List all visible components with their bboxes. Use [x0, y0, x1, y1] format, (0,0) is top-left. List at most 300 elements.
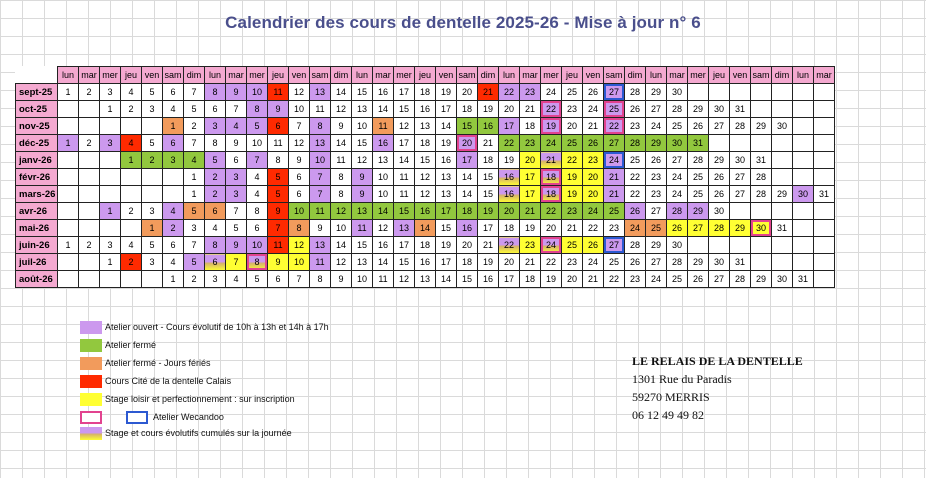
- day-header: mer: [247, 67, 268, 84]
- day-cell: 7: [289, 271, 310, 288]
- empty-cell: [79, 254, 100, 271]
- day-cell: 9: [226, 135, 247, 152]
- day-cell: 6: [268, 118, 289, 135]
- day-cell: 10: [289, 101, 310, 118]
- empty-cell: [772, 135, 793, 152]
- day-cell: 1: [163, 118, 184, 135]
- empty-cell: [100, 186, 121, 203]
- day-cell: 13: [352, 203, 373, 220]
- day-cell: 19: [562, 186, 583, 203]
- empty-cell: [751, 203, 772, 220]
- day-header: ven: [436, 67, 457, 84]
- day-cell: 22: [541, 203, 562, 220]
- day-cell: 17: [457, 152, 478, 169]
- day-cell: 17: [436, 254, 457, 271]
- page-title: Calendrier des cours de dentelle 2025-26 - Mise à jour n° 6: [225, 13, 701, 32]
- day-cell: 28: [751, 169, 772, 186]
- day-cell: 24: [646, 271, 667, 288]
- day-cell: 2: [121, 254, 142, 271]
- empty-cell: [58, 101, 79, 118]
- legend-label: Atelier ouvert - Cours évolutif de 10h à 13h et 14h à 17h: [105, 322, 329, 332]
- day-cell: 26: [625, 101, 646, 118]
- day-cell: 4: [247, 169, 268, 186]
- day-header: dim: [331, 67, 352, 84]
- day-header: mar: [79, 67, 100, 84]
- day-cell: 21: [520, 203, 541, 220]
- day-cell: 27: [604, 84, 625, 101]
- month-row: [16, 101, 835, 118]
- empty-cell: [79, 271, 100, 288]
- day-cell: 29: [772, 186, 793, 203]
- day-cell: 15: [352, 237, 373, 254]
- day-header: ven: [289, 67, 310, 84]
- day-cell: 21: [478, 237, 499, 254]
- day-cell: 15: [394, 203, 415, 220]
- day-cell: 21: [520, 101, 541, 118]
- day-cell: 1: [100, 101, 121, 118]
- day-cell: 10: [331, 220, 352, 237]
- day-cell: 12: [373, 220, 394, 237]
- day-cell: 4: [121, 84, 142, 101]
- legend-label: Cours Cité de la dentelle Calais: [105, 376, 232, 386]
- day-header: ven: [583, 67, 604, 84]
- day-cell: 27: [646, 101, 667, 118]
- legend-item-atelier-ouvert: [80, 320, 440, 336]
- day-cell: 1: [58, 237, 79, 254]
- day-cell: 2: [79, 135, 100, 152]
- empty-cell: [79, 169, 100, 186]
- day-cell: 7: [226, 203, 247, 220]
- day-cell: 17: [436, 203, 457, 220]
- day-cell: 30: [667, 237, 688, 254]
- month-row: [16, 118, 835, 135]
- day-cell: 15: [352, 135, 373, 152]
- day-cell: 10: [352, 271, 373, 288]
- day-cell: 16: [373, 84, 394, 101]
- day-cell: 27: [730, 186, 751, 203]
- day-cell: 13: [310, 84, 331, 101]
- day-cell: 29: [751, 118, 772, 135]
- day-cell: 20: [457, 237, 478, 254]
- month-row: [16, 186, 835, 203]
- day-cell: 16: [415, 254, 436, 271]
- empty-cell: [814, 84, 835, 101]
- day-cell: 26: [583, 237, 604, 254]
- empty-cell: [772, 101, 793, 118]
- day-cell: 25: [604, 203, 625, 220]
- contact-street: 1301 Rue du Paradis: [632, 372, 732, 386]
- day-cell: 16: [373, 135, 394, 152]
- day-cell: 29: [709, 152, 730, 169]
- day-cell: 27: [604, 135, 625, 152]
- day-cell: 15: [394, 101, 415, 118]
- day-cell: 6: [289, 186, 310, 203]
- day-cell: 12: [415, 169, 436, 186]
- empty-cell: [58, 169, 79, 186]
- day-cell: 5: [184, 203, 205, 220]
- day-cell: 19: [541, 118, 562, 135]
- day-cell: 12: [289, 84, 310, 101]
- day-cell: 9: [289, 152, 310, 169]
- day-cell: 18: [499, 220, 520, 237]
- empty-cell: [730, 237, 751, 254]
- empty-cell: [814, 271, 835, 288]
- day-cell: 19: [562, 169, 583, 186]
- empty-cell: [58, 118, 79, 135]
- day-cell: 30: [709, 203, 730, 220]
- day-cell: 20: [499, 101, 520, 118]
- day-cell: 29: [751, 271, 772, 288]
- day-cell: 28: [709, 220, 730, 237]
- day-cell: 11: [394, 169, 415, 186]
- day-header: lun: [352, 67, 373, 84]
- day-cell: 7: [310, 186, 331, 203]
- legend-swatch-green: [80, 339, 102, 352]
- day-cell: 28: [667, 254, 688, 271]
- day-cell: 11: [268, 135, 289, 152]
- day-cell: 18: [415, 135, 436, 152]
- day-cell: 30: [751, 220, 772, 237]
- day-cell: 5: [142, 135, 163, 152]
- legend-item-stage-loisir: [80, 392, 440, 408]
- day-cell: 18: [457, 203, 478, 220]
- day-cell: 24: [667, 186, 688, 203]
- empty-cell: [772, 84, 793, 101]
- day-cell: 29: [646, 84, 667, 101]
- empty-cell: [814, 118, 835, 135]
- day-cell: 2: [184, 118, 205, 135]
- day-cell: 20: [562, 271, 583, 288]
- empty-cell: [772, 169, 793, 186]
- day-cell: 27: [667, 152, 688, 169]
- day-cell: 24: [541, 135, 562, 152]
- day-cell: 18: [457, 101, 478, 118]
- day-cell: 17: [499, 118, 520, 135]
- day-cell: 8: [247, 203, 268, 220]
- legend-swatch-orange: [80, 357, 102, 370]
- day-cell: 14: [331, 237, 352, 254]
- day-cell: 22: [604, 118, 625, 135]
- empty-cell: [79, 152, 100, 169]
- day-cell: 13: [415, 118, 436, 135]
- day-cell: 4: [184, 152, 205, 169]
- day-cell: 17: [520, 186, 541, 203]
- day-cell: 4: [226, 118, 247, 135]
- day-cell: 27: [604, 237, 625, 254]
- day-cell: 14: [436, 118, 457, 135]
- day-cell: 15: [457, 271, 478, 288]
- legend-swatch-yellow: [80, 393, 102, 406]
- month-row: [16, 169, 835, 186]
- day-cell: 1: [163, 271, 184, 288]
- day-cell: 11: [310, 203, 331, 220]
- day-cell: 23: [646, 186, 667, 203]
- day-cell: 6: [226, 152, 247, 169]
- day-cell: 14: [373, 254, 394, 271]
- empty-cell: [814, 152, 835, 169]
- day-cell: 23: [562, 254, 583, 271]
- day-cell: 26: [667, 220, 688, 237]
- empty-cell: [100, 169, 121, 186]
- day-cell: 6: [163, 237, 184, 254]
- empty-cell: [100, 152, 121, 169]
- day-cell: 10: [247, 84, 268, 101]
- day-cell: 19: [541, 271, 562, 288]
- day-cell: 2: [142, 152, 163, 169]
- empty-cell: [814, 254, 835, 271]
- day-cell: 11: [352, 220, 373, 237]
- empty-cell: [121, 220, 142, 237]
- day-cell: 7: [184, 135, 205, 152]
- day-cell: 23: [646, 169, 667, 186]
- day-cell: 24: [625, 220, 646, 237]
- day-cell: 26: [646, 152, 667, 169]
- empty-cell: [793, 254, 814, 271]
- day-cell: 8: [247, 254, 268, 271]
- day-cell: 8: [331, 169, 352, 186]
- month-row: [16, 220, 835, 237]
- empty-cell: [709, 135, 730, 152]
- day-cell: 10: [289, 203, 310, 220]
- day-cell: 22: [562, 152, 583, 169]
- day-cell: 22: [499, 237, 520, 254]
- day-cell: 9: [352, 169, 373, 186]
- day-cell: 12: [289, 237, 310, 254]
- day-header: mar: [520, 67, 541, 84]
- month-label: févr-26: [16, 169, 58, 186]
- empty-cell: [121, 169, 142, 186]
- day-cell: 11: [268, 84, 289, 101]
- day-cell: 26: [625, 254, 646, 271]
- day-cell: 22: [625, 169, 646, 186]
- day-cell: 10: [373, 186, 394, 203]
- day-cell: 10: [310, 152, 331, 169]
- day-cell: 8: [310, 118, 331, 135]
- day-cell: 17: [394, 135, 415, 152]
- empty-cell: [793, 203, 814, 220]
- empty-cell: [688, 237, 709, 254]
- day-cell: 31: [793, 271, 814, 288]
- day-cell: 29: [646, 135, 667, 152]
- day-cell: 12: [331, 203, 352, 220]
- day-cell: 3: [100, 84, 121, 101]
- day-cell: 25: [604, 101, 625, 118]
- empty-cell: [814, 135, 835, 152]
- empty-cell: [79, 220, 100, 237]
- day-cell: 17: [478, 220, 499, 237]
- day-cell: 18: [415, 237, 436, 254]
- month-label: oct-25: [16, 101, 58, 118]
- day-header: lun: [793, 67, 814, 84]
- day-cell: 23: [562, 203, 583, 220]
- day-cell: 13: [310, 135, 331, 152]
- day-cell: 17: [520, 169, 541, 186]
- day-cell: 7: [268, 220, 289, 237]
- day-cell: 27: [646, 254, 667, 271]
- day-cell: 10: [373, 169, 394, 186]
- day-cell: 24: [583, 101, 604, 118]
- day-cell: 4: [226, 271, 247, 288]
- legend-swatch-purple: [80, 321, 102, 334]
- empty-cell: [79, 203, 100, 220]
- empty-cell: [730, 84, 751, 101]
- day-cell: 26: [709, 169, 730, 186]
- day-cell: 25: [646, 220, 667, 237]
- legend-item-atelier-ferme: [80, 338, 440, 354]
- day-cell: 16: [478, 271, 499, 288]
- empty-cell: [58, 271, 79, 288]
- day-cell: 31: [730, 254, 751, 271]
- empty-cell: [58, 254, 79, 271]
- header-corner: [16, 67, 58, 84]
- empty-cell: [772, 237, 793, 254]
- day-cell: 2: [184, 271, 205, 288]
- day-header: ven: [730, 67, 751, 84]
- day-cell: 22: [583, 220, 604, 237]
- day-cell: 2: [205, 186, 226, 203]
- day-cell: 5: [205, 152, 226, 169]
- day-cell: 16: [415, 101, 436, 118]
- day-cell: 21: [478, 84, 499, 101]
- day-cell: 16: [499, 186, 520, 203]
- empty-cell: [751, 135, 772, 152]
- day-cell: 17: [436, 101, 457, 118]
- month-label: mars-26: [16, 186, 58, 203]
- empty-cell: [100, 271, 121, 288]
- day-cell: 11: [394, 186, 415, 203]
- day-header: dim: [184, 67, 205, 84]
- day-cell: 14: [415, 220, 436, 237]
- empty-cell: [772, 152, 793, 169]
- day-cell: 24: [541, 84, 562, 101]
- day-cell: 4: [163, 101, 184, 118]
- day-cell: 15: [394, 254, 415, 271]
- day-cell: 5: [247, 118, 268, 135]
- day-cell: 20: [499, 203, 520, 220]
- day-cell: 1: [142, 220, 163, 237]
- day-cell: 13: [310, 237, 331, 254]
- day-cell: 29: [688, 254, 709, 271]
- day-cell: 24: [604, 152, 625, 169]
- day-cell: 1: [100, 203, 121, 220]
- day-cell: 9: [268, 203, 289, 220]
- month-row: [16, 203, 835, 220]
- day-cell: 9: [268, 101, 289, 118]
- empty-cell: [814, 237, 835, 254]
- month-label: avr-26: [16, 203, 58, 220]
- empty-cell: [730, 203, 751, 220]
- day-cell: 3: [142, 254, 163, 271]
- day-cell: 28: [730, 271, 751, 288]
- day-header: lun: [499, 67, 520, 84]
- day-cell: 10: [289, 254, 310, 271]
- day-cell: 23: [583, 152, 604, 169]
- day-cell: 3: [205, 118, 226, 135]
- day-cell: 21: [541, 152, 562, 169]
- day-header: sam: [457, 67, 478, 84]
- day-cell: 22: [499, 135, 520, 152]
- day-cell: 14: [331, 84, 352, 101]
- day-cell: 5: [184, 254, 205, 271]
- day-cell: 23: [520, 135, 541, 152]
- day-cell: 18: [478, 152, 499, 169]
- day-cell: 20: [541, 220, 562, 237]
- day-cell: 30: [667, 84, 688, 101]
- empty-cell: [100, 118, 121, 135]
- day-header-row: [16, 67, 835, 84]
- day-cell: 15: [457, 118, 478, 135]
- day-cell: 8: [205, 84, 226, 101]
- day-cell: 19: [499, 152, 520, 169]
- day-cell: 24: [583, 203, 604, 220]
- day-cell: 16: [436, 152, 457, 169]
- empty-cell: [100, 220, 121, 237]
- day-header: sam: [310, 67, 331, 84]
- day-cell: 26: [583, 135, 604, 152]
- empty-cell: [121, 186, 142, 203]
- day-cell: 7: [226, 101, 247, 118]
- day-cell: 13: [394, 220, 415, 237]
- empty-cell: [772, 254, 793, 271]
- day-cell: 4: [247, 186, 268, 203]
- day-header: mer: [100, 67, 121, 84]
- empty-cell: [709, 84, 730, 101]
- day-cell: 6: [268, 271, 289, 288]
- legend-swatch-blue-border: [126, 411, 148, 424]
- day-cell: 21: [520, 254, 541, 271]
- day-cell: 22: [499, 84, 520, 101]
- day-cell: 3: [226, 169, 247, 186]
- empty-cell: [814, 203, 835, 220]
- day-cell: 15: [478, 169, 499, 186]
- day-cell: 18: [520, 271, 541, 288]
- day-cell: 6: [163, 84, 184, 101]
- empty-cell: [751, 84, 772, 101]
- day-cell: 27: [688, 220, 709, 237]
- day-cell: 30: [730, 152, 751, 169]
- day-cell: 25: [604, 254, 625, 271]
- day-cell: 3: [142, 203, 163, 220]
- day-cell: 23: [625, 271, 646, 288]
- month-label: août-26: [16, 271, 58, 288]
- day-cell: 6: [163, 135, 184, 152]
- day-cell: 4: [163, 254, 184, 271]
- contact-city: 59270 MERRIS: [632, 390, 710, 404]
- empty-cell: [814, 101, 835, 118]
- day-cell: 4: [121, 237, 142, 254]
- day-cell: 4: [163, 203, 184, 220]
- day-cell: 10: [247, 237, 268, 254]
- month-row: [16, 237, 835, 254]
- day-header: jeu: [121, 67, 142, 84]
- day-cell: 13: [436, 186, 457, 203]
- day-cell: 11: [373, 271, 394, 288]
- day-cell: 29: [646, 237, 667, 254]
- day-cell: 23: [520, 84, 541, 101]
- day-cell: 21: [604, 169, 625, 186]
- empty-cell: [793, 237, 814, 254]
- day-cell: 18: [457, 254, 478, 271]
- day-cell: 8: [205, 237, 226, 254]
- day-cell: 26: [709, 186, 730, 203]
- day-cell: 16: [457, 220, 478, 237]
- day-header: sam: [163, 67, 184, 84]
- day-cell: 2: [121, 101, 142, 118]
- empty-cell: [772, 203, 793, 220]
- empty-cell: [793, 84, 814, 101]
- day-cell: 1: [58, 84, 79, 101]
- day-header: dim: [478, 67, 499, 84]
